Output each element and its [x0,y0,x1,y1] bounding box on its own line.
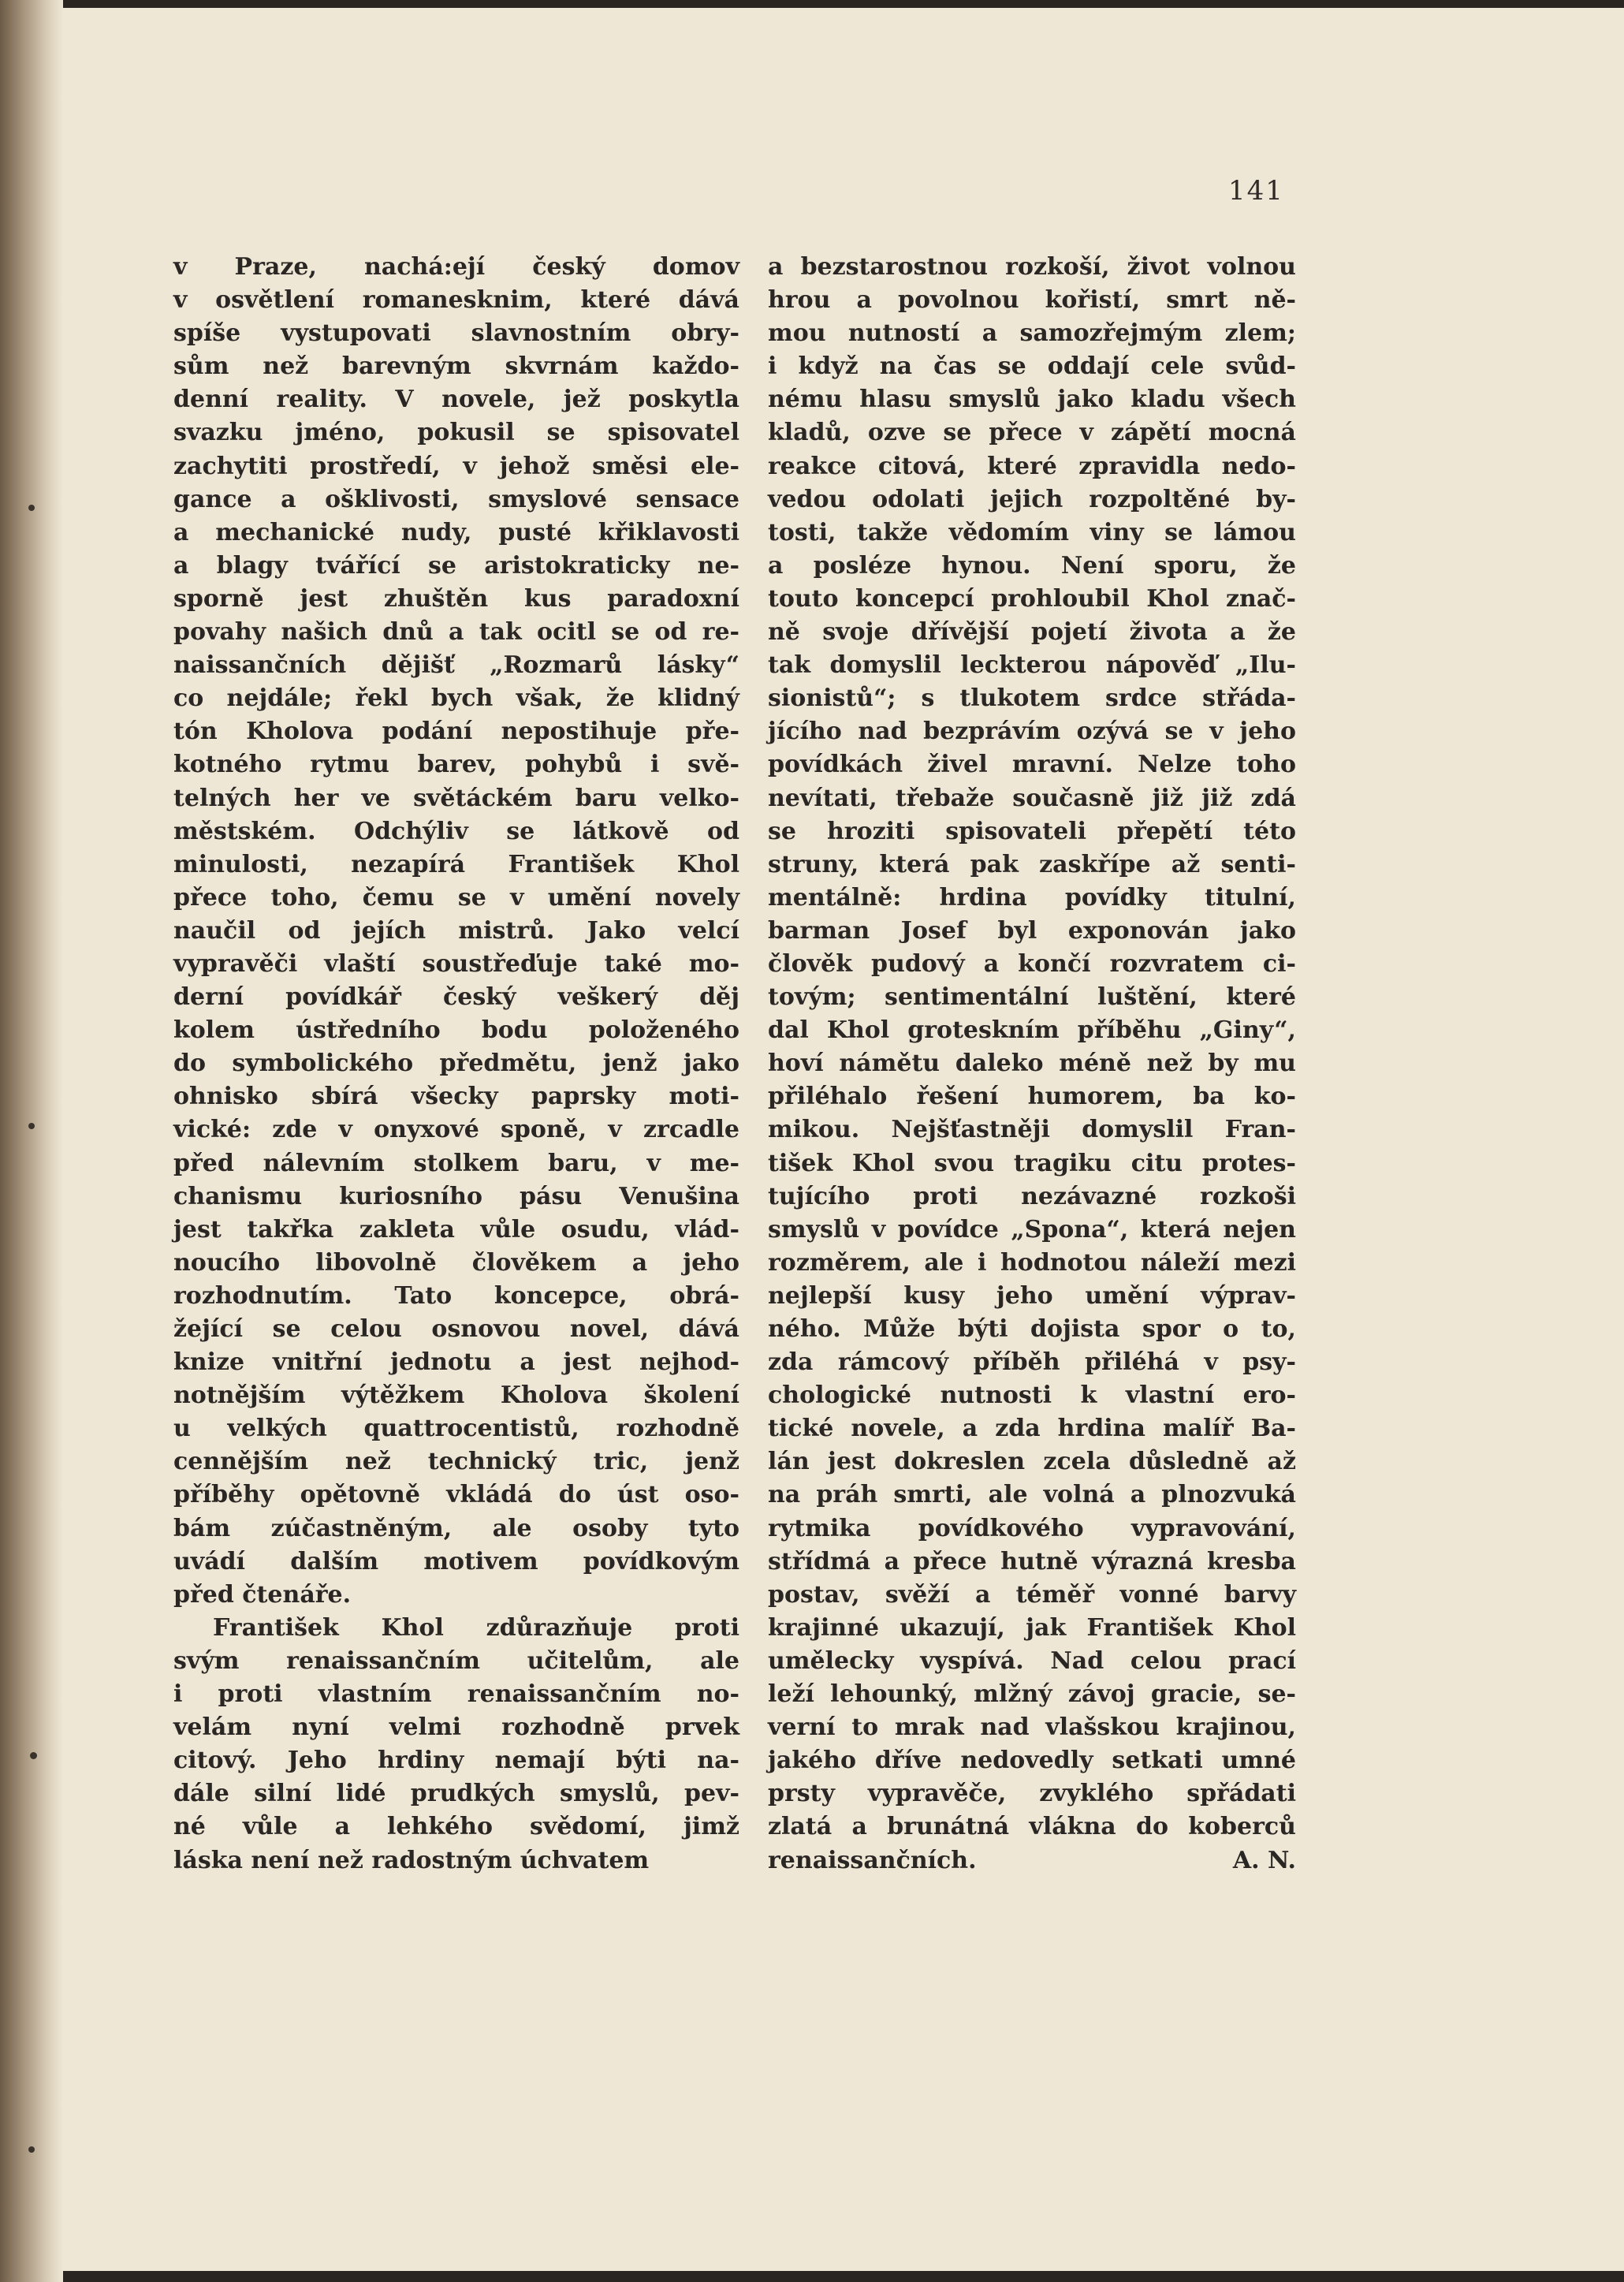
text-line: gance a ošklivosti, smyslové sensace [173,485,739,513]
text-line: ně svoje dřívější pojetí života a že [768,618,1296,647]
text-line: svazku jméno, pokusil se spisovatel [173,419,739,447]
text-line: a posléze hynou. Není sporu, že [768,551,1296,580]
text-line: tujícího proti nezávazné rozkoši [768,1182,1296,1210]
text-line: a mechanické nudy, pusté křiklavosti [173,518,739,546]
text-line: minulosti, nezapírá František Khol [173,850,739,878]
text-line: rytmika povídkového vypravování, [768,1514,1296,1542]
text-line: kotného rytmu barev, pohybů i svě- [173,751,739,779]
text-line: lán jest dokreslen zcela důsledně až [768,1448,1296,1476]
text-line: tón Kholova podání nepostihuje pře- [173,718,739,746]
text-line: přece toho, čemu se v umění novely [173,883,739,912]
text-line: ného. Může býti dojista spor o to, [768,1315,1296,1343]
text-line: vypravěči vlaští soustřeďuje také mo- [173,949,739,978]
text-line: městském. Odchýliv se látkově od [173,817,739,845]
text-line: příběhy opětovně vkládá do úst oso- [173,1481,739,1509]
text-line: barman Josef byl exponován jako [768,916,1296,945]
text-line: mikou. Nejšťastněji domyslil Fran- [768,1116,1296,1144]
text-line: do symbolického předmětu, jenž jako [173,1050,739,1078]
text-line: se hroziti spisovateli přepětí této [768,817,1296,845]
text-line: u velkých quattrocentistů, rozhodně [173,1415,739,1443]
text-line: v osvětlení romanesknim, které dává [173,286,739,315]
text-line: zlatá a brunátná vlákna do koberců [768,1813,1296,1841]
text-line: před čtenáře. [173,1580,352,1609]
text-line: povídkách živel mravní. Nelze toho [768,751,1296,779]
text-line: reakce citová, které zpravidla nedo- [768,452,1296,480]
text-line: spíše vystupovati slavnostním obry- [173,319,739,348]
text-line: povahy našich dnů a tak ocitl se od re- [173,618,739,647]
text-line: nému hlasu smyslů jako kladu všech [768,386,1296,414]
text-line: tovým; sentimentální luštění, které [768,983,1296,1012]
margin-spot [28,1123,35,1129]
text-line: přiléhalo řešení humorem, ba ko- [768,1083,1296,1111]
text-line: i proti vlastním renaissančním no- [173,1680,739,1709]
text-line: zda rámcový příběh přiléhá v psy- [768,1348,1296,1377]
text-line: verní to mrak nad vlašskou krajinou, [768,1713,1296,1742]
right-text-column [768,251,1296,1877]
right-column-lines [768,251,1296,1844]
text-line: člověk pudový a končí rozvratem ci- [768,949,1296,978]
text-line: derní povídkář český veškerý děj [173,983,739,1012]
text-line: knize vnitřní jednotu a jest nejhod- [173,1348,739,1377]
text-line: né vůle a lehkého svědomí, jimž [173,1813,739,1841]
text-line: sionistů“; s tlukotem srdce střáda- [768,684,1296,713]
text-line: hrou a povolnou kořistí, smrt ně- [768,286,1296,315]
book-spine-shadow [0,0,63,2282]
closing-word: renaissančních. [768,1846,977,1874]
text-line: struny, která pak zaskřípe až senti- [768,850,1296,878]
text-line: prsty vypravěče, zvyklého spřádati [768,1780,1296,1808]
text-line: dále silní lidé prudkých smyslů, pev- [173,1780,739,1808]
text-line: i když na čas se oddají cele svůd- [768,352,1296,381]
text-line: láska není než radostným úchvatem [173,1846,650,1874]
text-line: leží lehounký, mlžný závoj gracie, se- [768,1680,1296,1709]
text-line: co nejdále; řekl bych však, že klidný [173,684,739,713]
text-line: tak domyslil leckterou nápověď „Ilu- [768,651,1296,680]
text-line: František Khol zdůrazňuje proti [213,1613,739,1642]
text-line: chanismu kuriosního pásu Venušina [173,1182,739,1210]
text-line: velám nyní velmi rozhodně prvek [173,1713,739,1742]
text-line: sporně jest zhuštěn kus paradoxní [173,584,739,613]
page-number: 141 [1228,175,1284,207]
text-line: žející se celou osnovou novel, dává [173,1315,739,1343]
text-line: mou nutností a samozřejmým zlem; [768,319,1296,348]
text-line: vedou odolati jejich rozpoltěné by- [768,485,1296,513]
text-line: umělecky vyspívá. Nad celou prací [768,1646,1296,1675]
text-line: krajinné ukazují, jak František Khol [768,1613,1296,1642]
text-line: smyslů v povídce „Spona“, která nejen [768,1215,1296,1244]
text-line: tišek Khol svou tragiku citu protes- [768,1149,1296,1177]
margin-spot [30,1752,37,1759]
text-line: touto koncepcí prohloubil Khol znač- [768,584,1296,613]
text-line: rozhodnutím. Tato koncepce, obrá- [173,1281,739,1310]
text-line: tické novele, a zda hrdina malíř Ba- [768,1415,1296,1443]
margin-spot [28,2146,35,2153]
text-line: notnějším výtěžkem Kholova školení [173,1382,739,1410]
text-line: denní reality. V novele, jež poskytla [173,386,739,414]
text-line: před nálevním stolkem baru, v me- [173,1149,739,1177]
margin-spot [28,505,35,511]
final-line [768,1844,1296,1877]
text-line: citový. Jeho hrdiny nemají býti na- [173,1747,739,1775]
text-line: vické: zde v onyxové sponě, v zrcadle [173,1116,739,1144]
text-line: hoví námětu daleko méně než by mu [768,1050,1296,1078]
text-line: jakého dříve nedovedly setkati umné [768,1747,1296,1775]
text-line: ohnisko sbírá všecky paprsky moti- [173,1083,739,1111]
text-line: zachytiti prostředí, v jehož směsi ele- [173,452,739,480]
text-line: tosti, takže vědomím viny se lámou [768,518,1296,546]
text-line: sům než barevným skvrnám každo- [173,352,739,381]
text-line: chologické nutnosti k vlastní ero- [768,1382,1296,1410]
text-line: telných her ve světáckém baru velko- [173,784,739,812]
text-line: střídmá a přece hutně výrazná kresba [768,1547,1296,1575]
author-signature: A. N. [1232,1846,1296,1874]
text-line: rozměrem, ale i hodnotou náleží mezi [768,1248,1296,1277]
text-line: nevítati, třebaže současně již již zdá [768,784,1296,812]
text-line: a bezstarostnou rozkoší, život volnou [768,253,1296,281]
text-line: naissančních dějišť „Rozmarů lásky“ [173,651,739,680]
text-line: uvádí dalším motivem povídkovým [173,1547,739,1575]
text-line: svým renaissančním učitelům, ale [173,1646,739,1675]
text-line: mentálně: hrdina povídky titulní, [768,883,1296,912]
text-line: a blagy tvářící se aristokraticky ne- [173,551,739,580]
text-line: noucího libovolně člověkem a jeho [173,1248,739,1277]
text-line: dal Khol groteskním příběhu „Giny“, [768,1016,1296,1045]
text-line: bám zúčastněným, ale osoby tyto [173,1514,739,1542]
text-line: jícího nad bezprávím ozývá se v jeho [768,718,1296,746]
text-line: jest takřka zakleta vůle osudu, vlád- [173,1215,739,1244]
text-line: cennějším než technický tric, jenž [173,1448,739,1476]
text-line: na práh smrti, ale volná a plnozvuká [768,1481,1296,1509]
text-line: kladů, ozve se přece v zápětí mocná [768,419,1296,447]
left-text-column [173,251,739,1877]
text-line: naučil od jejích mistrů. Jako velcí [173,916,739,945]
text-line: nejlepší kusy jeho umění výprav- [768,1281,1296,1310]
text-line: postav, svěží a téměř vonné barvy [768,1580,1296,1609]
text-line: v Praze, nachá:ejí český domov [173,253,739,281]
text-line: kolem ústředního bodu položeného [173,1016,739,1045]
